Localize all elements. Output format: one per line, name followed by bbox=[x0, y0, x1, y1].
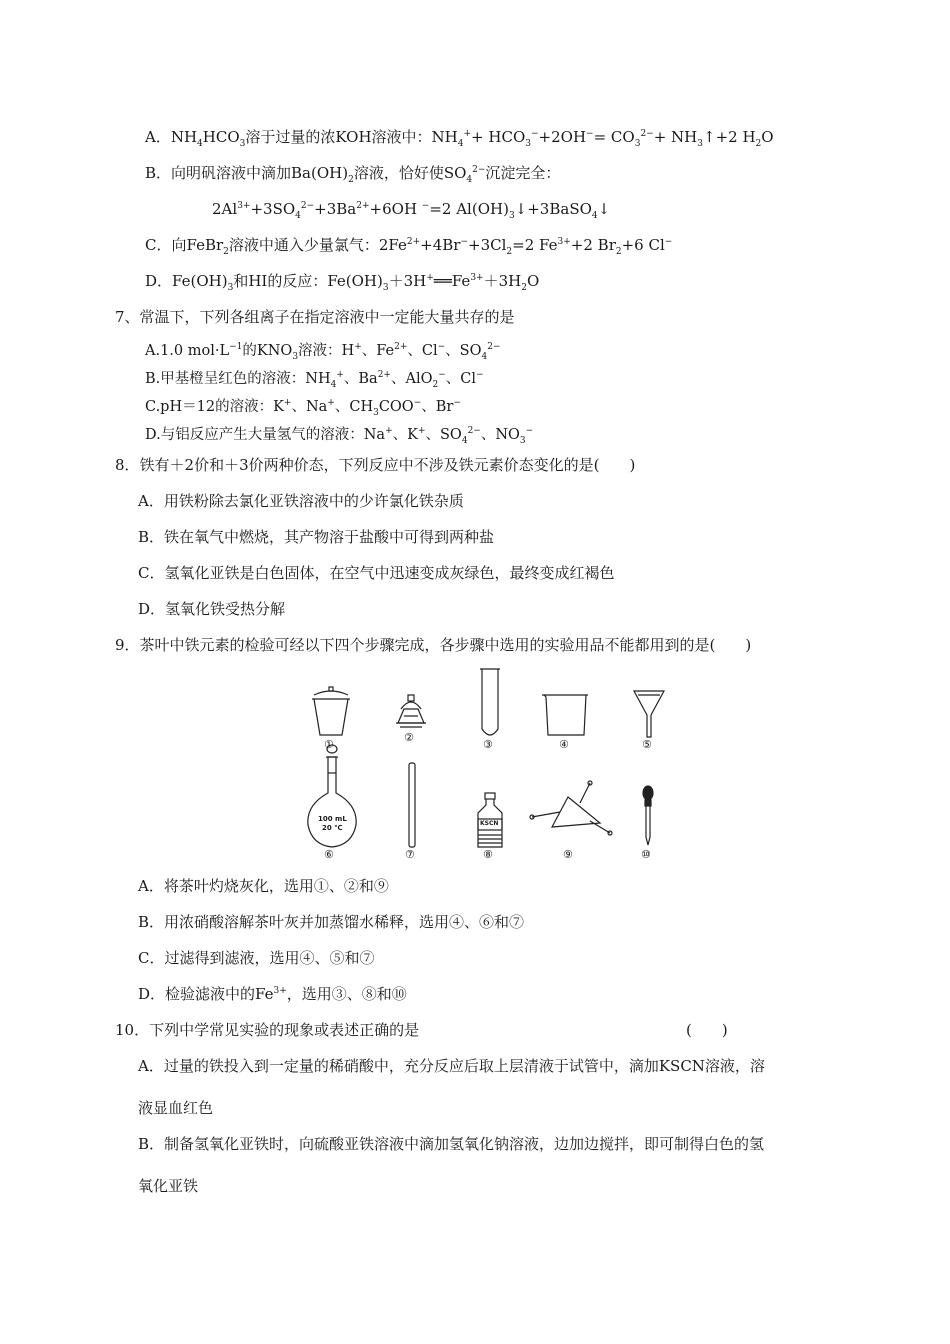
q7-option-b: B.甲基橙呈红色的溶液：$NH_4^+$、$Ba^{2+}$、AlO$_2$−、Cl− bbox=[145, 370, 484, 390]
label-1: ① bbox=[324, 738, 334, 751]
q7-option-a: A.1.0 $mol\cdot L^{-1}$的$KNO_3$溶液：H+、$Fe^{2+}$、Cl−、$SO_4^{2-}$ bbox=[145, 342, 501, 362]
clay-lid-icon bbox=[396, 695, 426, 727]
label-3: ③ bbox=[483, 738, 493, 751]
glass-rod-icon bbox=[409, 763, 415, 847]
q6-option-b-equation: $2Al^{3+}+3SO_4^{2-}+3Ba^{2+}+6OH$ −=2 $Al(OH)_3↓+3BaSO_4↓$ bbox=[212, 200, 611, 221]
test-tube-icon bbox=[480, 669, 500, 735]
q9-option-b: B．用浓硝酸溶解茶叶灰并加蒸馏水稀释，选用④、⑥和⑦ bbox=[138, 913, 525, 931]
q6-option-a: A．$NH_4HCO_3$溶于过量的浓KOH溶液中：$NH_4^++ HCO_3^-+2OH^-= CO_3^{2-}+$ $NH_3↑+2$ $H_2O$ bbox=[145, 128, 774, 149]
q8-option-d: D．氢氧化铁受热分解 bbox=[138, 600, 286, 618]
label-7: ⑦ bbox=[405, 848, 415, 861]
label-8: ⑧ bbox=[483, 848, 493, 861]
q8-option-a: A．用铁粉除去氯化亚铁溶液中的少许氯化铁杂质 bbox=[138, 492, 464, 510]
q10-option-a-line1: A．过量的铁投入到一定量的稀硝酸中，充分反应后取上层清液于试管中，滴加KSCN溶液，溶 bbox=[138, 1057, 765, 1075]
label-2: ② bbox=[404, 731, 414, 744]
q10-option-b-line1: B．制备氢氧化亚铁时，向硫酸亚铁溶液中滴加氢氧化钠溶液，边加边搅拌，即可制得白色的氢 bbox=[138, 1135, 765, 1153]
beaker-icon bbox=[542, 695, 588, 735]
bottle-label-text: KSCN bbox=[480, 820, 499, 827]
flask-temperature-text: 20 ℃ bbox=[322, 824, 343, 832]
q7-option-c: C.pH＝12的溶液：K+、Na+、$CH_3COO^-$、Br− bbox=[145, 398, 461, 418]
q9-stem: 9．茶叶中铁元素的检验可经以下四个步骤完成，各步骤中选用的实验用品不能都用到的是( ) bbox=[115, 636, 752, 654]
q6-option-c: C．向FeBr$_2$溶液中通入少量氯气：$2Fe^{2+}+4Br^-+3Cl_2=2$ $Fe^{3+}+2$ $Br_2+6$ Cl− bbox=[145, 236, 673, 257]
label-4: ④ bbox=[559, 738, 569, 751]
q9-option-d: D．检验滤液中的$Fe^{3+}$，选用③、⑧和⑩ bbox=[138, 985, 407, 1003]
q8-option-c: C．氢氧化亚铁是白色固体，在空气中迅速变成灰绿色，最终变成红褐色 bbox=[138, 564, 615, 582]
lab-apparatus-figure bbox=[300, 665, 680, 860]
q10-option-b-line2: 氧化亚铁 bbox=[138, 1177, 199, 1195]
clay-triangle-icon bbox=[530, 781, 612, 835]
apparatus-drawing bbox=[300, 665, 680, 860]
q7-stem: 7、常温下，下列各组离子在指定溶液中一定能大量共存的是 bbox=[115, 308, 515, 326]
crucible-icon bbox=[312, 687, 350, 735]
label-6: ⑥ bbox=[324, 848, 334, 861]
flask-volume-text: 100 mL bbox=[318, 815, 347, 823]
q7-option-d: D.与铝反应产生大量氢气的溶液：Na+、K+、$SO_4^{2-}$、$NO_3^-$ bbox=[145, 426, 534, 446]
q10-answer-paren: ( ) bbox=[686, 1021, 728, 1039]
q6-option-b: B．向明矾溶液中滴加$Ba(OH)_2$溶液，恰好使$SO_4^{2-}$沉淀完全： bbox=[145, 164, 561, 185]
q9-option-c: C．过滤得到滤液，选用④、⑤和⑦ bbox=[138, 949, 375, 967]
q10-option-a-line2: 液显血红色 bbox=[138, 1099, 214, 1117]
q8-stem: 8．铁有＋2价和＋3价两种价态，下列反应中不涉及铁元素价态变化的是( ) bbox=[115, 456, 636, 474]
q9-option-a: A．将茶叶灼烧灰化，选用①、②和⑨ bbox=[138, 877, 389, 895]
label-10: ⑩ bbox=[641, 848, 651, 861]
funnel-icon bbox=[634, 691, 664, 737]
label-5: ⑤ bbox=[642, 738, 652, 751]
label-9: ⑨ bbox=[563, 848, 573, 861]
q8-option-b: B．铁在氧气中燃烧，其产物溶于盐酸中可得到两种盐 bbox=[138, 528, 495, 546]
q10-stem: 10．下列中学常见实验的现象或表述正确的是 bbox=[115, 1021, 420, 1039]
dropper-icon bbox=[643, 786, 653, 845]
q6-option-d: D．$Fe(OH)_3$和HI的反应：$Fe(OH)_3+3H^+══Fe^{3+}+3H_2O$ bbox=[145, 272, 540, 293]
